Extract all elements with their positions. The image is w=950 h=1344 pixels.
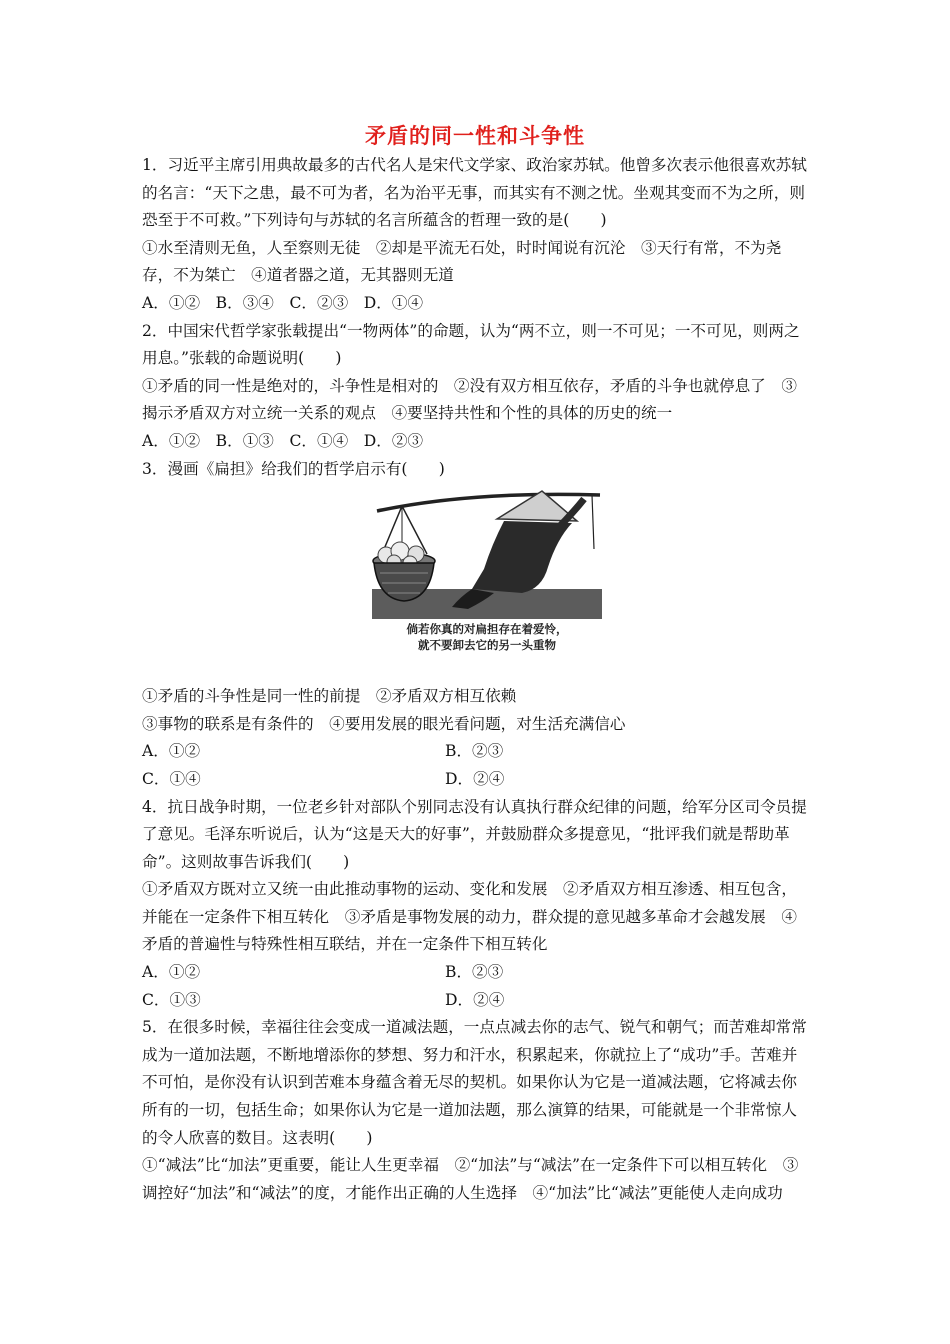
q3-stem: 3．漫画《扁担》给我们的哲学启示有( ) [142,459,445,478]
q3-options-row-1 [142,738,810,766]
document-title: 矛盾的同一性和斗争性 [365,124,585,148]
q3-statement-2: ③事物的联系是有条件的 ④要用发展的眼光看问题，对生活充满信心 [142,714,626,733]
q4-option-d: D．②④ [445,990,505,1009]
q3-options-row-2 [142,766,810,794]
q2-options: A．①② B．①③ C．①④ D．②③ [142,431,424,450]
caption-line-1: 倘若你真的对扁担存在着爱怜， [406,622,568,637]
q4-options-row-1 [142,959,810,987]
q1-statements: ①水至清则无鱼，人至察则无徒 ②却是平流无石处，时时闻说有沉沦 ③天行有常，不为尧存，不为桀亡 ④道者器之道，无其器则无道 [142,238,782,285]
q4-statements: ①矛盾双方既对立又统一由此推动事物的运动、变化和发展 ②矛盾双方相互渗透、相互包含，并能在一定条件下相互转化 ③矛盾是事物发展的动力，群众提的意见越多革命才会越发展 ④矛盾的普遍性与特殊性相互联结，并在一定条件下相互转化 [142,880,797,954]
cartoon-caption [392,621,582,653]
cartoon-figure [142,489,810,681]
q4-option-c: C．①③ [142,990,201,1009]
caption-line-2: 就不要卸去它的另一头重物 [418,638,556,653]
q5-stem: 5．在很多时候，幸福往往会变成一道减法题，一点点减去你的志气、锐气和朝气；而苦难却常常成为一道加法题，不断地增添你的梦想、努力和汗水，积累起来，你就拉上了“成功”手。苦难并不可怕，是你没有认识到苦难本身蕴含着无尽的契机。如果你认为它是一道减法题，它将减去你所有的一切，包括生命；如果你认为它是一道加法题，那么演算的结果，可能就是一个非常惊人的令人欣喜的数目。这表明( ) [142,1018,807,1147]
q1-stem: 1．习近平主席引用典故最多的古代名人是宋代文学家、政治家苏轼。他曾多次表示他很喜欢苏轼的名言：“天下之患，最不可为者，名为治平无事，而其实有不测之忧。坐观其变而不为之所，则恐至于不可救。”下列诗句与苏轼的名言所蕴含的哲理一致的是( ) [142,156,807,230]
q3-option-c: C．①④ [142,769,201,788]
q4-option-a: A．①② [142,963,201,982]
q3-statement-1: ①矛盾的斗争性是同一性的前提 ②矛盾双方相互依赖 [142,687,517,706]
q3-option-a: A．①② [142,742,201,761]
q3-option-d: D．②④ [445,769,505,788]
q3-option-b: B．②③ [445,742,504,761]
q2-statements: ①矛盾的同一性是绝对的，斗争性是相对的 ②没有双方相互依存，矛盾的斗争也就停息了 ③揭示矛盾双方对立统一关系的观点 ④要坚持共性和个性的具体的历史的统一 [142,376,797,423]
q2-stem: 2．中国宋代哲学家张载提出“一物两体”的命题，认为“两不立，则一不可见；一不可见，则两之用息。”张载的命题说明( ) [142,321,800,368]
q1-options: A．①② B．③④ C．②③ D．①④ [142,293,424,312]
q4-option-b: B．②③ [445,963,504,982]
document-body [142,152,810,1207]
q5-statements: ①“减法”比“加法”更重要，能让人生更幸福 ②“加法”与“减法”在一定条件下可以相互转化 ③调控好“加法”和“减法”的度，才能作出正确的人生选择 ④“加法”比“减法”更能使人走向成功 [142,1156,799,1202]
q4-stem: 4．抗日战争时期，一位老乡针对部队个别同志没有认真执行群众纪律的问题，给军分区司令员提了意见。毛泽东听说后，认为“这是天大的好事”，并鼓励群众多提意见，“批评我们就是帮助革命”。这则故事告诉我们( ) [142,797,807,871]
carrying-pole-cartoon-image [372,489,602,619]
q4-options-row-2 [142,987,810,1015]
